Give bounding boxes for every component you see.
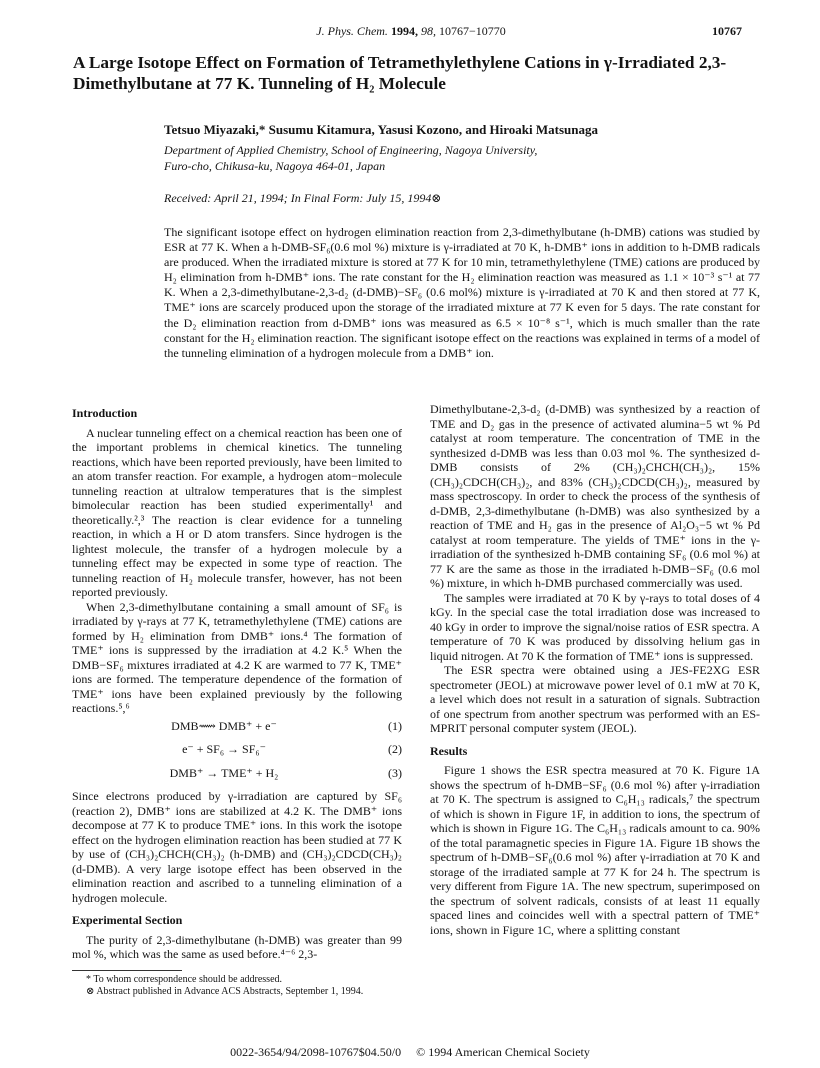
equation-body: e⁻ + SF₆ → SF₆⁻ [182, 742, 266, 756]
author-list: Tetsuo Miyazaki,* Susumu Kitamura, Yasusi Kozono, and Hiroaki Matsunaga [164, 122, 599, 137]
affiliation [164, 143, 537, 174]
running-header [80, 24, 742, 40]
equation-number: (1) [388, 718, 402, 733]
page-footer [0, 1045, 820, 1060]
article-title: A Large Isotope Effect on Formation of Tetramethylethylene Cations in γ-Irradiated 2,3-Dimethylbutane at 77 K. Tunneling of H₂ Molecule [73, 53, 727, 93]
journal-citation [80, 24, 742, 39]
copyright: © 1994 American Chemical Society [416, 1045, 590, 1059]
footnote: * To whom correspondence should be addressed. [86, 973, 283, 985]
footnote-rule [72, 970, 182, 971]
footnote: ⊗ Abstract published in Advance ACS Abstracts, September 1, 1994. [86, 985, 364, 997]
journal-name: J. Phys. Chem. [316, 24, 388, 38]
equation-number: (3) [388, 765, 402, 780]
equation-body: DMB⁺ → TME⁺ + H₂ [169, 765, 279, 780]
paragraph: The samples were irradiated at 70 K by γ-rays to total doses of 4 kGy. In the special case the total irradiation dose was increased to 40 kGy in order to improve the signal/noise ratios of ESR spectra. A temperature of 70 K was produced by dissolving helium gas in liquid nitrogen. At 70 K the formation of TME⁺ ions is suppressed. [430, 590, 760, 663]
section-heading-results: Results [430, 743, 468, 758]
paragraph: The ESR spectra were obtained using a JES-FE2XG ESR spectrometer (JEOL) at microwave power level of 0.1 mW at 70 K, a level which does not result in a saturation of signals. Subtraction of one spectrum from another spectrum was performed with an ES-MPRIT personal computer system (JEOL). [430, 663, 760, 735]
paragraph: When 2,3-dimethylbutane containing a small amount of SF₆ is irradiated by γ-rays at 77 K, tetramethylethylene (TME) cations are formed by H₂ elimination from DMB⁺ ions.⁴ The formation of TME⁺ ions is suppressed by the irradiation at 4.2 K.⁵ When the DMB−SF₆ mixtures irradiated at 4.2 K are warmed to 77 K, TME⁺ ions are formed. The temperature dependence of the formation of TME⁺ ions have been explained previously by the following reactions.⁵,⁶ [72, 599, 402, 715]
equation-3 [72, 766, 402, 781]
paragraph: Figure 1 shows the ESR spectra measured at 70 K. Figure 1A shows the spectrum of h-DMB−SF₆ (0.6 mol %) after γ-irradiation at 70 K. The spectrum is assigned to C₆H₁₃ radicals,⁷ the spectrum of which is shown in Figure 1F, in addition to ions, the spectrum of which is shown in Figure 1G. The C₆H₁₃ radicals amount to ca. 90% of the total paramagnetic species in Figure 1A. Figure 1B shows the spectrum of h-DMB−SF₆(0.6 mol %) after γ-irradiation at 70 K and storage of the irradiated sample at 77 K for 24 h. The spectrum is very different from Figure 1A. The new spectrum, superimposed on the spectrum of solvent radicals, consists of at least 11 equally spaced lines and coincides well with a spectral pattern of TME⁺ ions, shown in Figure 1C, where a splitting constant [430, 763, 760, 937]
journal-pages: 10767−10770 [438, 24, 506, 38]
article-code: 0022-3654/94/2098-10767$04.50/0 [230, 1045, 402, 1059]
equation-body: DMB⟿ DMB⁺ + e⁻ [171, 718, 277, 733]
equation-number: (2) [388, 742, 402, 756]
equation-1 [72, 719, 402, 734]
paragraph: Since electrons produced by γ-irradiation are captured by SF₆ (reaction 2), DMB⁺ ions are stabilized at 4.2 K. The DMB⁺ ions decompose at 77 K to produce TME⁺ ions. In this work the isotope effect on the hydrogen elimination reaction has been studied at 77 K by use of (CH₃)₂CHCH(CH₃)₂ (h-DMB) and (CH₃)₂CDCD(CH₃)₂ (d-DMB). A very large isotope effect has been observed in the elimination reaction and ascribed to a tunneling elimination of a hydrogen molecule. [72, 789, 402, 905]
journal-year: 1994, [390, 24, 418, 38]
right-column [430, 402, 760, 937]
paragraph: A nuclear tunneling effect on a chemical reaction has been one of the important problems in chemical kinetics. The tunneling reactions, which have been reported previously, have been limited to an atom transfer reaction. For example, a hydrogen atom−molecule tunneling reaction at ultralow temperatures that is the simplest bimolecular reaction has been studied experimentally¹ and theoretically.²,³ The reaction is clear evidence for a tunneling reaction, in which a H or D atom transfers. Since hydrogen is the lightest molecule, the transfer of a hydrogen molecule by a tunneling effect may be expected in some type of reaction. The tunneling reaction of H₂ molecule transfer, however, has not been reported previously. [72, 425, 402, 599]
left-column [72, 406, 402, 998]
section-heading-introduction: Introduction [72, 406, 138, 420]
affiliation-line: Furo-cho, Chikusa-ku, Nagoya 464-01, Japan [164, 158, 386, 173]
received-dates: Received: April 21, 1994; In Final Form: July 15, 1994⊗ [164, 191, 442, 205]
equation-2 [72, 742, 402, 757]
page-number: 10767 [712, 24, 742, 38]
section-heading-experimental: Experimental Section [72, 913, 183, 927]
paragraph: The purity of 2,3-dimethylbutane (h-DMB) was greater than 99 mol %, which was the same as used before.⁴⁻⁶ 2,3- [72, 932, 402, 961]
paragraph: Dimethylbutane-2,3-d₂ (d-DMB) was synthesized by a reaction of TME and D₂ gas in the presence of activated alumina−5 wt % Pd catalyst at room temperature. The concentration of TME in the synthesized d-DMB was less than 0.03 mol %. The synthesized d-DMB consists of 2% (CH₃)₂CHCH(CH₃)₂, 15% (CH₃)₂CDCH(CH₃)₂, and 83% (CH₃)₂CDCD(CH₃)₂, measured by mass spectroscopy. In order to check the process of the synthesis of d-DMB, 2,3-dimethylbutane (h-DMB) was also synthesized by a reaction of TME and H₂ gas in the presence of Al₂O₃−5 wt % Pd catalyst at room temperature. The yields of TME⁺ ions in the γ-irradiation of the synthesized h-DMB containing SF₆ (0.6 mol %) at 77 K are the same as those in the irradiated h-DMB−SF₆ (0.6 mol %) mixture, in which h-DMB purchased commercially was used. [430, 402, 760, 590]
journal-volume: 98, [420, 24, 436, 38]
abstract: The significant isotope effect on hydrogen elimination reaction from 2,3-dimethylbutane (h-DMB) cations was studied by ESR at 77 K. When a h-DMB-SF₆(0.6 mol %) mixture is γ-irradiated at 70 K, h-DMB⁺ ions in addition to h-DMB radicals are produced. When the irradiated mixture is stored at 77 K for 10 min, tetramethylethylene (TME) cations are produced by H₂ elimination from h-DMB⁺ ions. The rate constant for the H₂ elimination reaction was measured as 1.1 × 10⁻³ s⁻¹ at 77 K. When a 2,3-dimethylbutane-2,3-d₂ (d-DMB)−SF₆ (0.6 mol%) mixture is γ-irradiated at 70 K and then stored at 77 K, TME⁺ ions are scarcely produced upon the storage of the irradiated mixture at 77 K even for 5 days. The rate constant for the D₂ elimination reaction from d-DMB⁺ ions was measured as 6.5 × 10⁻⁸ s⁻¹, which is much smaller than the rate constant for the H₂ elimination reaction. The significant isotope effect on the reactions was explained in terms of a model of the tunneling elimination of a hydrogen molecule from a DMB⁺ ion. [164, 225, 760, 360]
affiliation-line: Department of Applied Chemistry, School of Engineering, Nagoya University, [164, 143, 538, 157]
